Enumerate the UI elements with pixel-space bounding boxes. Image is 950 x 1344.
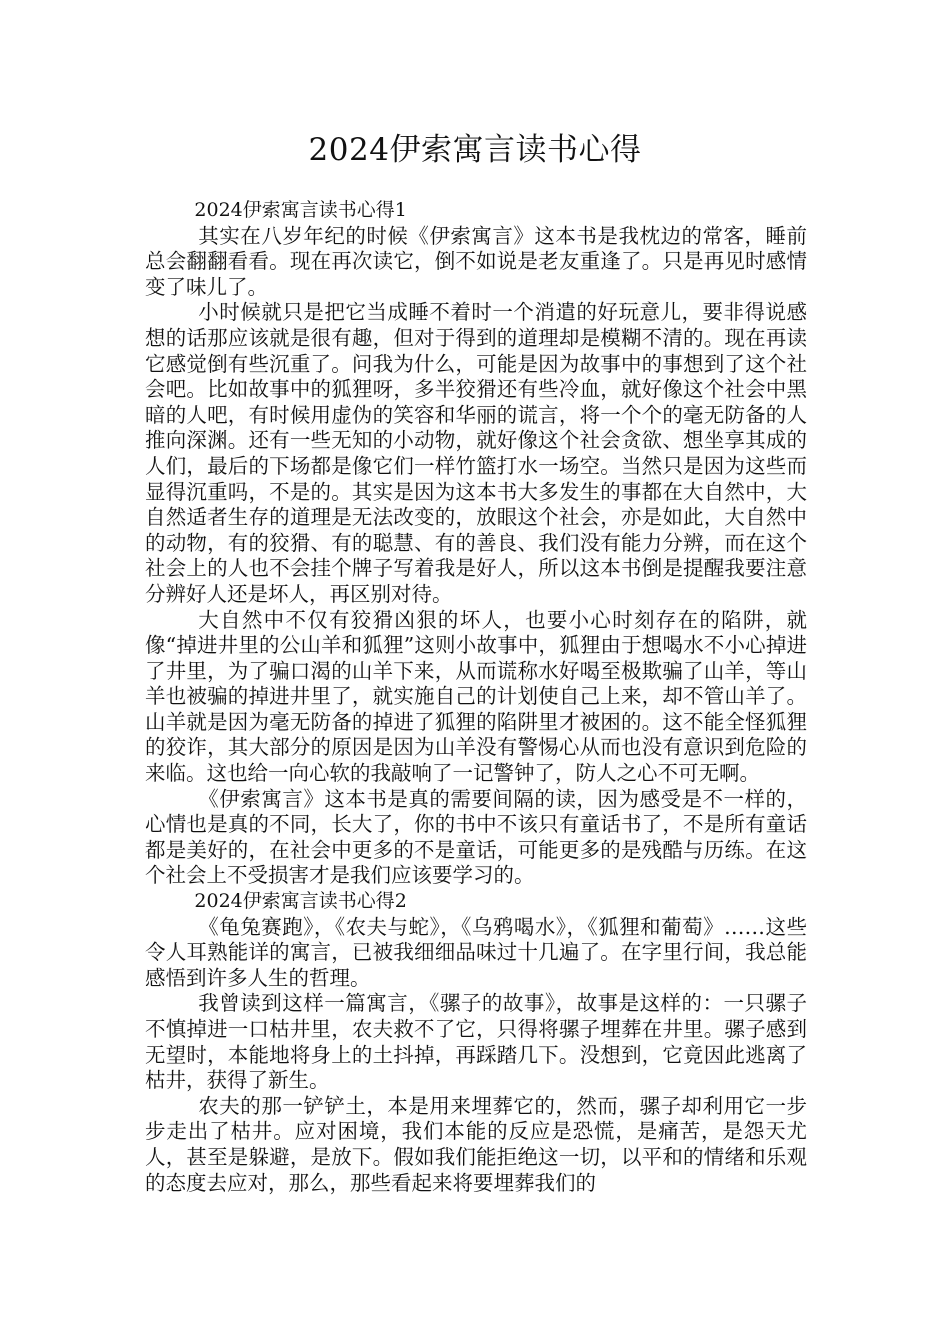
document-title: 2024伊索寓言读书心得 [308,132,642,168]
section-heading: 2024伊索寓言读书心得1 [194,199,407,221]
paragraph: 大自然中不仅有狡猾凶狠的坏人，也要小心时刻存在的陷阱，就像“掉进井里的公山羊和狐狸”这则小故事中，狐狸由于想喝水不小心掉进了井里，为了骗口渴的山羊下来，从而谎称水好喝至极欺骗了山羊，等山羊也被骗的掉进井里了，就实施自己的计划使自己上来，却不管山羊了。山羊就是因为毫无防备的掉进了狐狸的陷阱里才被困的。这不能全怪狐狸的狡诈，其大部分的原因是因为山羊没有警惕心从而也没有意识到危险的来临。这也给一向心软的我敲响了一记警钟了，防人之心不可无啊。 [145,607,807,786]
paragraph: 其实在八岁年纪的时候《伊索寓言》这本书是我枕边的常客，睡前总会翻翻看看。现在再次读它，倒不如说是老友重逢了。只是再见时感情变了味儿了。 [145,223,807,299]
paragraph: 《龟兔赛跑》，《农夫与蛇》，《乌鸦喝水》，《狐狸和葡萄》……这些令人耳熟能详的寓言，已被我细细品味过十几遍了。在字里行间，我总能感悟到许多人生的哲理。 [145,914,807,990]
paragraph: 小时候就只是把它当成睡不着时一个消遣的好玩意儿，要非得说感想的话那应该就是很有趣，但对于得到的道理却是模糊不清的。现在再读它感觉倒有些沉重了。问我为什么，可能是因为故事中的事想到了这个社会吧。比如故事中的狐狸呀，多半狡猾还有些冷血，就好像这个社会中黑暗的人吧，有时候用虚伪的笑容和华丽的谎言，将一个个的毫无防备的人推向深渊。还有一些无知的小动物，就好像这个社会贪欲、想坐享其成的人们，最后的下场都是像它们一样竹篮打水一场空。当然只是因为这些而显得沉重吗，不是的。其实是因为这本书大多发生的事都在大自然中，大自然适者生存的道理是无法改变的，放眼这个社会，亦是如此，大自然中的动物，有的狡猾、有的聪慧、有的善良、我们没有能力分辨，而在这个社会上的人也不会挂个牌子写着我是好人，所以这本书倒是提醒我要注意分辨好人还是坏人，再区别对待。 [145,300,807,606]
paragraph: 《伊索寓言》这本书是真的需要间隔的读，因为感受是不一样的，心情也是真的不同，长大了，你的书中不该只有童话书了，不是所有童话都是美好的，在社会中更多的不是童话，可能更多的是残酷与历练。在这个社会上不受损害才是我们应该要学习的。 [145,786,807,888]
section-heading: 2024伊索寓言读书心得2 [194,890,407,913]
document-body [145,198,807,1196]
paragraph: 我曾读到这样一篇寓言，《骡子的故事》，故事是这样的：一只骡子不慎掉进一口枯井里，农夫救不了它，只得将骡子埋葬在井里。骡子感到无望时，本能地将身上的土抖掉，再踩踏几下。没想到，它竟因此逃离了枯井，获得了新生。 [145,991,807,1093]
paragraph: 农夫的那一铲铲土，本是用来埋葬它的，然而，骡子却利用它一步步走出了枯井。应对困境，我们本能的反应是恐慌，是痛苦，是怨天尤人，甚至是躲避，是放下。假如我们能拒绝这一切，以平和的情绪和乐观的态度去应对，那么，那些看起来将要埋葬我们的 [145,1093,807,1195]
